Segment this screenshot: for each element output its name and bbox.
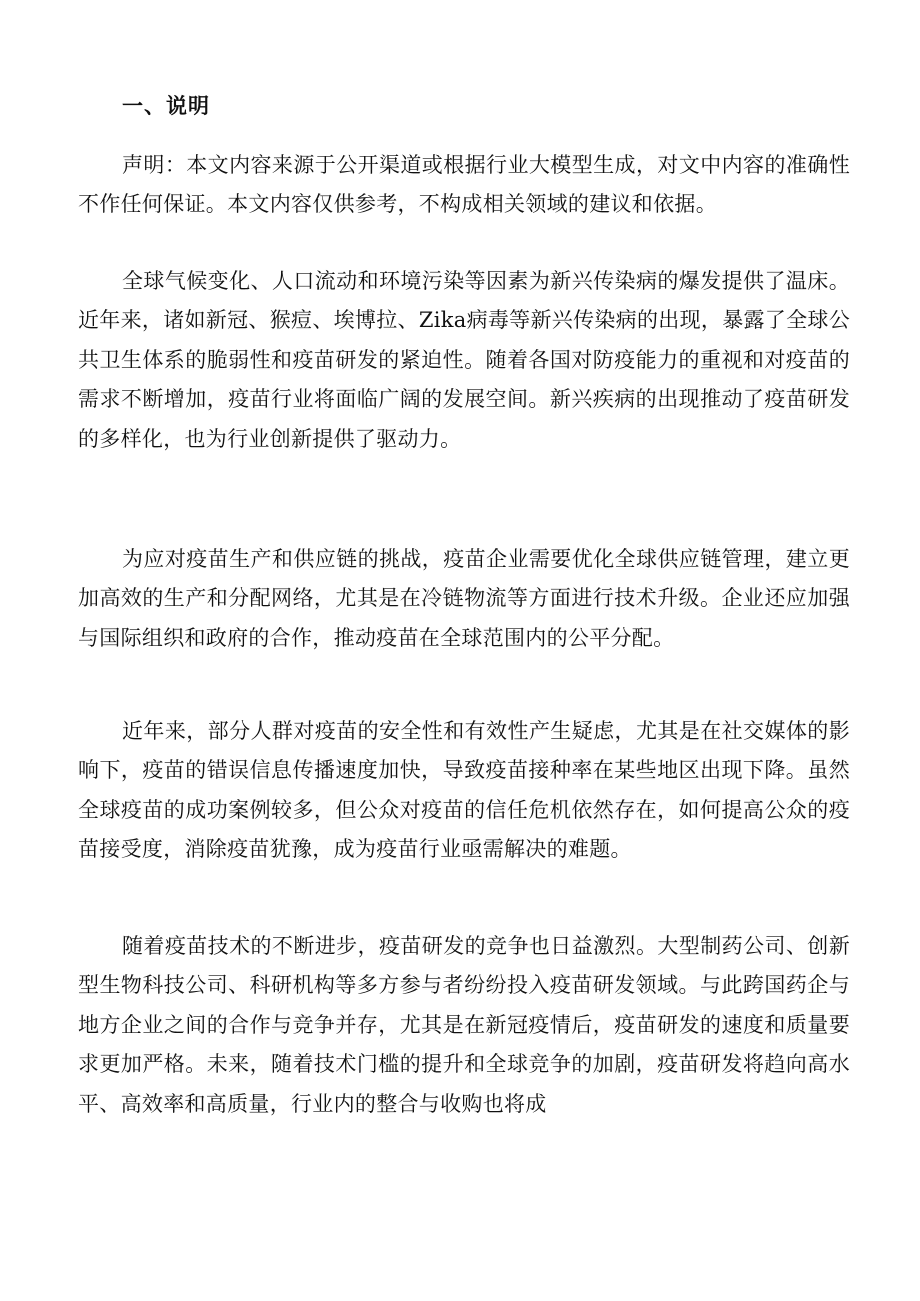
body-paragraph: 全球气候变化、人口流动和环境污染等因素为新兴传染病的爆发提供了温床。近年来，诸如新冠、猴痘、埃博拉、Zika病毒等新兴传染病的出现，暴露了全球公共卫生体系的脆弱性和疫苗研发的紧迫性。随着各国对防疫能力的重视和对疫苗的需求不断增加，疫苗行业将面临广阔的发展空间。新兴疾病的出现推动了疫苗研发的多样化，也为行业创新提供了驱动力。 [78, 269, 850, 451]
body-paragraph: 随着疫苗技术的不断进步，疫苗研发的竞争也日益激烈。大型制药公司、创新型生物科技公司、科研机构等多方参与者纷纷投入疫苗研发领域。与此跨国药企与地方企业之间的合作与竞争并存，尤其是在新冠疫情后，疫苗研发的速度和质量要求更加严格。未来，随着技术门槛的提升和全球竞争的加剧，疫苗研发将趋向高水平、高效率和高质量，行业内的整合与收购也将成 [78, 934, 850, 1116]
body-paragraph: 为应对疫苗生产和供应链的挑战，疫苗企业需要优化全球供应链管理，建立更加高效的生产和分配网络，尤其是在冷链物流等方面进行技术升级。企业还应加强与国际组织和政府的合作，推动疫苗在全球范围内的公平分配。 [78, 547, 850, 650]
section-heading: 一、说明 [122, 93, 210, 118]
disclaimer-paragraph: 声明：本文内容来源于公开渠道或根据行业大模型生成，对文中内容的准确性不作任何保证。本文内容仅供参考，不构成相关领域的建议和依据。 [78, 153, 850, 217]
body-paragraph: 近年来，部分人群对疫苗的安全性和有效性产生疑虑，尤其是在社交媒体的影响下，疫苗的错误信息传播速度加快，导致疫苗接种率在某些地区出现下降。虽然全球疫苗的成功案例较多，但公众对疫苗的信任危机依然存在，如何提高公众的疫苗接受度，消除疫苗犹豫，成为疫苗行业亟需解决的难题。 [78, 719, 850, 862]
document-page [78, 0, 850, 1301]
